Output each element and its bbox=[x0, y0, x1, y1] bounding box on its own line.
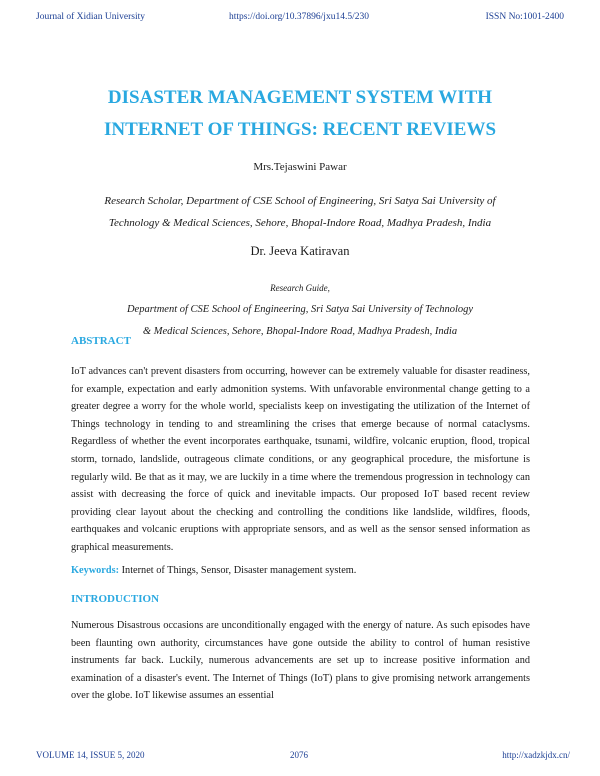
keywords-text: Internet of Things, Sensor, Disaster management system. bbox=[119, 565, 357, 576]
introduction-body: Numerous Disastrous occasions are unconditionally engaged with the energy of nature. As such episodes have been flaunting own authority, circumstances have gone outside the ability to control of human resistive instruments far back. Luckily, numerous advancements are set up to increase positive information and examination of a disaster's event. The Internet of Things (IoT) plans to give promising network arrangements over the globe. IoT likewise assumes an essential bbox=[71, 620, 530, 702]
affiliation-line: Technology & Medical Sciences, Sehore, Bhopal-Indore Road, Madhya Pradesh, India bbox=[108, 217, 492, 229]
affiliation-text: Department of CSE School of Engineering, Sri Satya Sai University of Technology bbox=[126, 304, 474, 315]
affiliation-line: & Medical Sciences, Sehore, Bhopal-Indore Road, Madhya Pradesh, India bbox=[142, 326, 458, 337]
volume-issue: VOLUME 14, ISSUE 5, 2020 bbox=[36, 750, 145, 760]
guide-name: Dr. Jeeva Katiravan bbox=[250, 244, 350, 258]
paper-title bbox=[40, 82, 560, 146]
title-line: DISASTER MANAGEMENT SYSTEM WITH bbox=[107, 87, 493, 108]
abstract-body: IoT advances can't prevent disasters from occurring, however can be extremely valuable for disaster readiness, for example, expectation and early admonition systems. With unfavorable environmental change getting to a greater degree a worry for the whole world, specialists keep on investigating the utilization of the Internet of Things technology in tending to and streamlining the crises that emerge because of normal cataclysms. Regardless of whether the event incorporates earthquake, tsunami, wildfire, volcanic eruption, flood, tropical storm, tornado, landslide, outrageous climate conditions, or any geographical procedure, the misfortune is regularly wild. Be that as it may, we are luckily in a time where the tremendous progression in technology can assist with decreasing the force of quick and inevitable impacts. Our proposed IoT based recent review providing clear layout about the checking and controlling the conditions like landslide, wildfires, floods, earthquakes and volcanic eruptions with appropriate sensors, and as well as the sensor sensed information as graphical measurements. bbox=[71, 366, 530, 553]
journal-name: Journal of Xidian University bbox=[36, 12, 145, 22]
affiliation-tag: Research Guide, bbox=[270, 283, 330, 293]
journal-url[interactable]: http://xadzkjdx.cn/ bbox=[502, 750, 570, 760]
title-line: INTERNET OF THINGS: RECENT REVIEWS bbox=[103, 119, 497, 140]
author-affiliation bbox=[60, 190, 540, 234]
page-number: 2076 bbox=[290, 750, 308, 760]
introduction-heading: INTRODUCTION bbox=[71, 593, 160, 605]
keywords-label: Keywords: bbox=[71, 565, 120, 576]
affiliation-line bbox=[60, 277, 540, 321]
abstract-heading: ABSTRACT bbox=[71, 335, 131, 347]
doi-link[interactable]: https://doi.org/10.37896/jxu14.5/230 bbox=[229, 12, 369, 22]
affiliation-line: Research Scholar, Department of CSE School of Engineering, Sri Satya Sai University of bbox=[104, 195, 496, 207]
issn-number: ISSN No:1001-2400 bbox=[485, 12, 564, 22]
keywords bbox=[71, 565, 530, 576]
author-name: Mrs.Tejaswini Pawar bbox=[253, 161, 347, 173]
guide-affiliation bbox=[60, 277, 540, 343]
